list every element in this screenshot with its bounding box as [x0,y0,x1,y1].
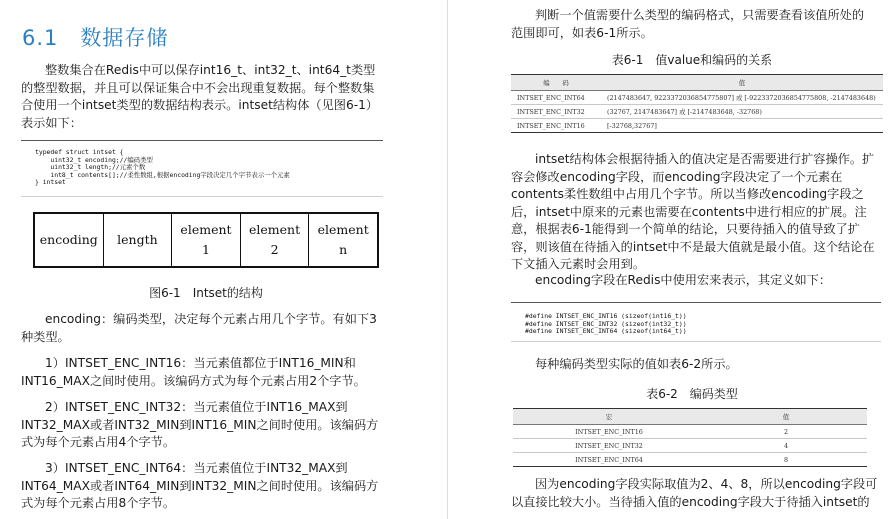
table-row [513,439,867,453]
value-encoding-table [511,74,883,133]
encoding-description: encoding：编码类型，决定每个元素占用几个字节。有如下3种类型。 [21,312,377,344]
intset-structure-diagram [33,212,379,268]
table-cell: 8 [705,453,867,467]
range-paragraph: 判断一个值需要什么类型的编码格式，只需要查看该值所处的范围即可，如表6-1所示。 [511,8,865,40]
table-cell: INTSET_ENC_INT32 [513,439,705,453]
table-header-cell: 值 [705,409,867,425]
table-row [513,425,867,439]
table-cell: INTSET_ENC_INT16 [513,425,705,439]
table-cell: (32767, 2147483647] 或 [-2147483648, -32768) [601,105,883,119]
code-bottom-rule [21,196,383,197]
table-header-cell: 值 [601,75,883,91]
intset-struct-code: typedef struct intset { uint32_t encoding;//编码类型 uint32_t length;//元素个数 int8_t contents[];//柔性数组,根据encoding字段决定几个字节表示一个元素 } intset [35,148,290,187]
expansion-paragraph: intset结构体会根据待插入的值决定是否需要进行扩容操作。扩容会修改encoding字段，而encoding字段决定了一个元素在contents柔性数组中占用几个字节。所以当修改encoding字段之后，intset中原来的元素也需要在contents中进行相应的扩展。注意，根据表6-1能得到一个简单的结论，只要待插入的值导致了扩容，则该值在待插入的intset中不是最大值就是最小值。这个结论在下文插入元素时会用到。 [511,152,875,271]
table-row [511,119,883,133]
table-header-cell: 宏 [513,409,705,425]
table-header-row [511,75,883,91]
table2-caption: 表6-2 编码类型 [646,387,738,401]
table-cell: 4 [705,439,867,453]
struct-cell-element-n: element n [317,222,369,257]
macro-definition-code: #define INTSET_ENC_INT16 (sizeof(int16_t)) #define INTSET_ENC_INT32 (sizeof(int32_t)) #define INTSET_ENC_INT64 (sizeof(int64_t)) [525,312,687,336]
table-cell: INTSET_ENC_INT64 [513,453,705,467]
table1-caption: 表6-1 值value和编码的关系 [611,53,773,67]
page-divider [447,0,448,519]
table-row [511,105,883,119]
struct-cell-encoding: encoding [35,214,104,266]
table-cell: [-32768,32767] [601,119,883,133]
comparison-paragraph: 因为encoding字段实际取值为2、4、8，所以encoding字段可以直接比较大小。当待插入值的encoding字段大于待插入intset的 [511,477,878,509]
struct-cell-length: length [104,214,173,266]
encoding-item-int32: 2）INTSET_ENC_INT32：当元素值位于INT16_MAX到INT32_MAX或者INT32_MIN到INT16_MIN之间时使用。该编码方式为每个元素占用4个字节。 [21,400,379,449]
figure-caption: 图6-1 Intset的结构 [149,286,263,300]
table-row [513,453,867,467]
table-header-cell: 编 码 [511,75,601,91]
macro-paragraph: encoding字段在Redis中使用宏来表示，其定义如下： [535,273,832,287]
intro-paragraph: 整数集合在Redis中可以保存int16_t、int32_t、int64_t类型的整型数据，并且可以保证集合中不会出现重复数据。每个整数集合使用一个intset类型的数据结构表示。intset结构体（见图6-1）表示如下： [21,63,379,130]
table-cell: (2147483647, 9223372036854775807] 或 [-9223372036854775808, -2147483648) [601,91,883,105]
right-page [453,0,894,519]
macro-code-top-rule [511,302,881,303]
encoding-type-table [513,408,867,467]
table-cell: INTSET_ENC_INT32 [511,105,601,119]
macro-code-bottom-rule [511,341,881,342]
values-paragraph: 每种编码类型实际的值如表6-2所示。 [535,357,738,371]
table-cell: INTSET_ENC_INT16 [511,119,601,133]
table-cell: 2 [705,425,867,439]
left-page [0,0,445,519]
table-row [511,91,883,105]
code-top-rule [21,140,383,141]
table-header-row [513,409,867,425]
struct-cell-element-1: element 1 [172,214,241,266]
struct-cell-element-2: element 2 [241,214,310,266]
section-heading [22,22,168,52]
encoding-item-int16: 1）INTSET_ENC_INT16：当元素值都位于INT16_MIN和INT16_MAX之间时使用。该编码方式为每个元素占用2个字节。 [21,356,366,388]
table-cell: INTSET_ENC_INT64 [511,91,601,105]
encoding-item-int64: 3）INTSET_ENC_INT64：当元素值位于INT32_MAX到INT64_MAX或者INT64_MIN到INT32_MIN之间时使用。该编码方式为每个元素占用8个字节。 [21,461,379,510]
section-title: 数据存储 [80,26,169,50]
section-number: 6.1 [22,26,59,50]
